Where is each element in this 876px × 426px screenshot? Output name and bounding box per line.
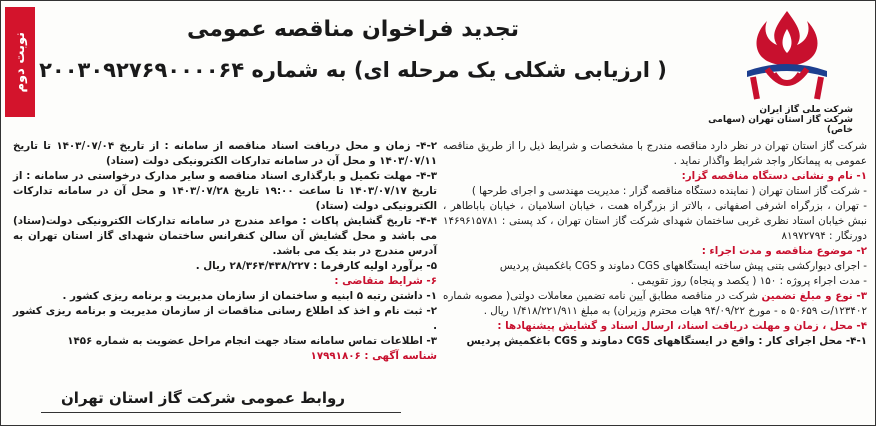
badge-text: نوبت دوم <box>12 31 28 93</box>
section-2-title: ۲- موضوع مناقصه و مدت اجراء : <box>701 245 867 257</box>
company-subname: شرکت گاز استان تهران (سهامی خاص) <box>708 115 853 135</box>
section-6-title: ۶- شرایط متقاضی : <box>334 275 437 287</box>
section-1-item-1: - شرکت گاز استان تهران ( نماینده دستگاه مناقصه گزار : مدیریت مهندسی و اجرای طرحها ) <box>471 185 867 197</box>
section-4-item-2: ۴-۲- زمان و محل دریافت اسناد مناقصه از سامانه : از تاریخ ۱۴۰۳/۰۷/۰۴ تا تاریخ ۱۴۰۳/۰۷/۱۱ و محل آن در سامانه تدارکات الکترونیکی دولت (ستاد) <box>13 140 437 167</box>
public-relations-signature: روابط عمومی شرکت گاز استان تهران <box>61 389 346 407</box>
section-5-value: ۲۸/۳۶۴/۴۳۸/۲۲۷ ریال . <box>195 260 310 272</box>
section-4-title: ۴- محل ، زمان و مهلت دریافت اسناد، ارسال اسناد و گشایش پیشنهادها : <box>497 320 867 332</box>
footer-divider <box>41 412 401 413</box>
section-3-title: ۳- نوع و مبلغ تضمین <box>761 290 867 302</box>
section-1-item-2: - تهران ، بزرگراه اشرفی اصفهانی ، بالاتر از بزرگراه همت ، خیابان اسلامیان ، خیابان باباطاهر ، نبش خیابان استاد نظری غربی ساختمان شهدای شرکت گاز استان تهران ، کد پستی : ۱۴۶۹۶۱۵۷۸۱ دورنگار : ۸۱۹۷۲۷۹۴ <box>443 200 867 242</box>
left-column <box>13 139 437 364</box>
section-3 <box>443 289 867 319</box>
ad-id: شناسه آگهی : ۱۷۹۹۱۸۰۶ <box>310 350 437 362</box>
notice-header <box>23 7 683 117</box>
section-4-item-3: ۴-۳- مهلت تکمیل و بارگذاری اسناد مناقصه و سایر مدارک درخواستی در سامانه : از تاریخ ۱۴۰۳/۰۷/۱۷ تا ساعت ۱۹:۰۰ تاریخ ۱۴۰۳/۰۷/۲۸ و محل آن در سامانه تدارکات الکترونیکی دولت (ستاد) <box>13 170 437 212</box>
section-4-item-1: ۴-۱- محل اجرای کار : واقع در ایستگاههای CGS دماوند و CGS باغکمیش پردیس <box>466 335 867 347</box>
section-5-label: ۵- برآورد اولیه کارفرما : <box>313 260 437 272</box>
company-logo-block <box>707 7 867 135</box>
section-3-text: شرکت در مناقصه مطابق آیین نامه تضمین معاملات دولتی( مصوبه شماره ۱۲۳۴۰۲/ت ۵۰۶۵۹ ه - مورخ ۹۴/۰۹/۲۲ هیات محترم وزیران) به مبلغ ۱/۴۱۸/۲۲۱/۹۱۱ ریال . <box>443 290 867 317</box>
company-name: شرکت ملی گاز ایران <box>759 105 853 115</box>
section-5 <box>13 259 437 274</box>
section-6-item-3: ۳- اطلاعات تماس سامانه ستاد جهت انجام مراحل عضویت به شماره ۱۴۵۶ <box>67 335 437 347</box>
right-column <box>443 139 867 349</box>
section-6-item-1: ۱- داشتن رتبه ۵ ابنیه و ساختمان از سازمان مدیریت و برنامه ریزی کشور . <box>62 290 437 302</box>
section-4-item-4: ۴-۴- تاریخ گشایش پاکات : مواعد مندرج در سامانه تدارکات الکترونیکی دولت(ستاد) می باشد و محل گشایش آن سالن کنفرانس ساختمان شهدای گاز استان تهران به آدرس مندرج در بند یک می باشد. <box>13 215 437 257</box>
section-6-item-2: ۲- ثبت نام و اخذ کد اطلاع رسانی مناقصات از سازمان مدیریت و برنامه ریزی کشور . <box>13 305 437 332</box>
section-1-title: ۱- نام و نشانی دستگاه مناقصه گزار: <box>681 170 867 182</box>
flame-logo-icon <box>727 7 847 103</box>
section-2-item-2: - مدت اجراء پروژه : ۱۵۰ ( یکصد و پنجاه) روز تقویمی . <box>630 275 867 287</box>
notice-title: تجدید فراخوان مناقصه عمومی <box>186 17 520 42</box>
notice-subtitle: ( ارزیابی شکلی یک مرحله ای) به شماره ۲۰۰۳۰۹۲۷۶۹۰۰۰۰۶۴ <box>39 58 667 82</box>
section-2-item-1: - اجرای دیوارکشی بتنی پیش ساخته ایستگاههای CGS دماوند و CGS باغکمیش پردیس <box>499 260 867 272</box>
intro-paragraph: شرکت گاز استان تهران در نظر دارد مناقصه مندرج با مشخصات و شرایط ذیل را از طریق مناقصه عمومی به پیمانکار واجد شرایط واگذار نماید . <box>443 140 867 167</box>
